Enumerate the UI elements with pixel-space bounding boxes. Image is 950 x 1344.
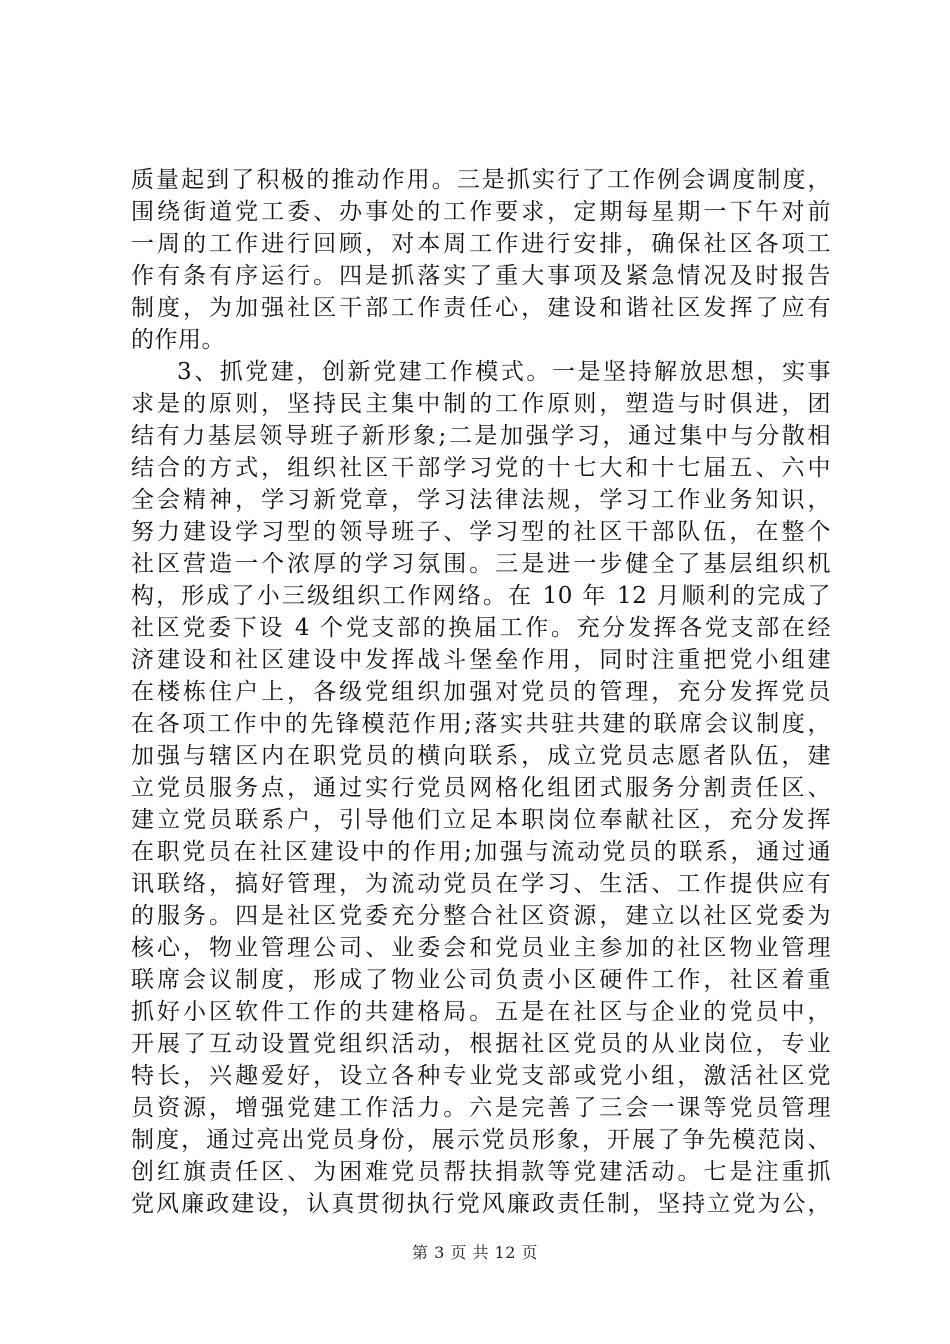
text-line: 3、抓党建，创新党建工作模式。一是坚持解放思想，实事 xyxy=(177,359,831,385)
text-line: 在职党员在社区建设中的作用;加强与流动党员的联系，通过通 xyxy=(131,839,831,865)
text-line: 在各项工作中的先锋模范作用;落实共驻共建的联席会议制度， xyxy=(131,711,831,737)
text-line: 质量起到了积极的推动作用。三是抓实行了工作例会调度制度， xyxy=(131,167,831,193)
text-line: 结合的方式，组织社区干部学习党的十七大和十七届五、六中 xyxy=(131,455,831,481)
text-line: 建立党员联系户，引导他们立足本职岗位奉献社区，充分发挥 xyxy=(131,807,831,833)
paragraph-1 xyxy=(131,164,831,356)
text-line: 党风廉政建设，认真贯彻执行党风廉政责任制，坚持立党为公， xyxy=(131,1191,831,1217)
text-line: 加强与辖区内在职党员的横向联系，成立党员志愿者队伍，建 xyxy=(131,743,831,769)
paragraph-2 xyxy=(131,356,831,1220)
text-line: 作有条有序运行。四是抓落实了重大事项及紧急情况及时报告 xyxy=(131,263,831,289)
text-line: 社区营造一个浓厚的学习氛围。三是进一步健全了基层组织机 xyxy=(131,551,831,577)
text-line: 求是的原则，坚持民主集中制的工作原则，塑造与时俱进，团 xyxy=(131,391,831,417)
text-line: 的作用。 xyxy=(131,327,225,353)
text-line: 在楼栋住户上，各级党组织加强对党员的管理，充分发挥党员 xyxy=(131,679,831,705)
text-line: 联席会议制度，形成了物业公司负责小区硬件工作，社区着重 xyxy=(131,967,831,993)
document-body xyxy=(131,164,831,1220)
text-line: 努力建设学习型的领导班子、学习型的社区干部队伍，在整个 xyxy=(131,519,831,545)
page-number-footer: 第 3 页 共 12 页 xyxy=(412,1243,538,1262)
text-line: 创红旗责任区、为困难党员帮扶捐款等党建活动。七是注重抓 xyxy=(131,1159,831,1185)
text-line: 讯联络，搞好管理，为流动党员在学习、生活、工作提供应有 xyxy=(131,871,831,897)
text-line: 特长，兴趣爱好，设立各种专业党支部或党小组，激活社区党 xyxy=(131,1063,831,1089)
text-line: 全会精神，学习新党章，学习法律法规，学习工作业务知识， xyxy=(131,487,831,513)
text-line: 员资源，增强党建工作活力。六是完善了三会一课等党员管理 xyxy=(131,1095,831,1121)
text-line: 结有力基层领导班子新形象;二是加强学习，通过集中与分散相 xyxy=(131,423,831,449)
text-line: 济建设和社区建设中发挥战斗堡垒作用，同时注重把党小组建 xyxy=(131,647,831,673)
text-line: 社区党委下设 4 个党支部的换届工作。充分发挥各党支部在经 xyxy=(131,615,831,641)
text-line: 围绕街道党工委、办事处的工作要求，定期每星期一下午对前 xyxy=(131,199,831,225)
text-line: 的服务。四是社区党委充分整合社区资源，建立以社区党委为 xyxy=(131,903,831,929)
text-line: 开展了互动设置党组织活动，根据社区党员的从业岗位，专业 xyxy=(131,1031,831,1057)
text-line: 核心，物业管理公司、业委会和党员业主参加的社区物业管理 xyxy=(131,935,831,961)
text-line: 一周的工作进行回顾，对本周工作进行安排，确保社区各项工 xyxy=(131,231,831,257)
text-line: 立党员服务点，通过实行党员网格化组团式服务分割责任区、 xyxy=(131,775,831,801)
text-line: 制度，为加强社区干部工作责任心，建设和谐社区发挥了应有 xyxy=(131,295,831,321)
text-line: 构，形成了小三级组织工作网络。在 10 年 12 月顺利的完成了 xyxy=(131,583,831,609)
text-line: 制度，通过亮出党员身份，展示党员形象，开展了争先模范岗、 xyxy=(131,1127,831,1153)
text-line: 抓好小区软件工作的共建格局。五是在社区与企业的党员中， xyxy=(131,999,831,1025)
